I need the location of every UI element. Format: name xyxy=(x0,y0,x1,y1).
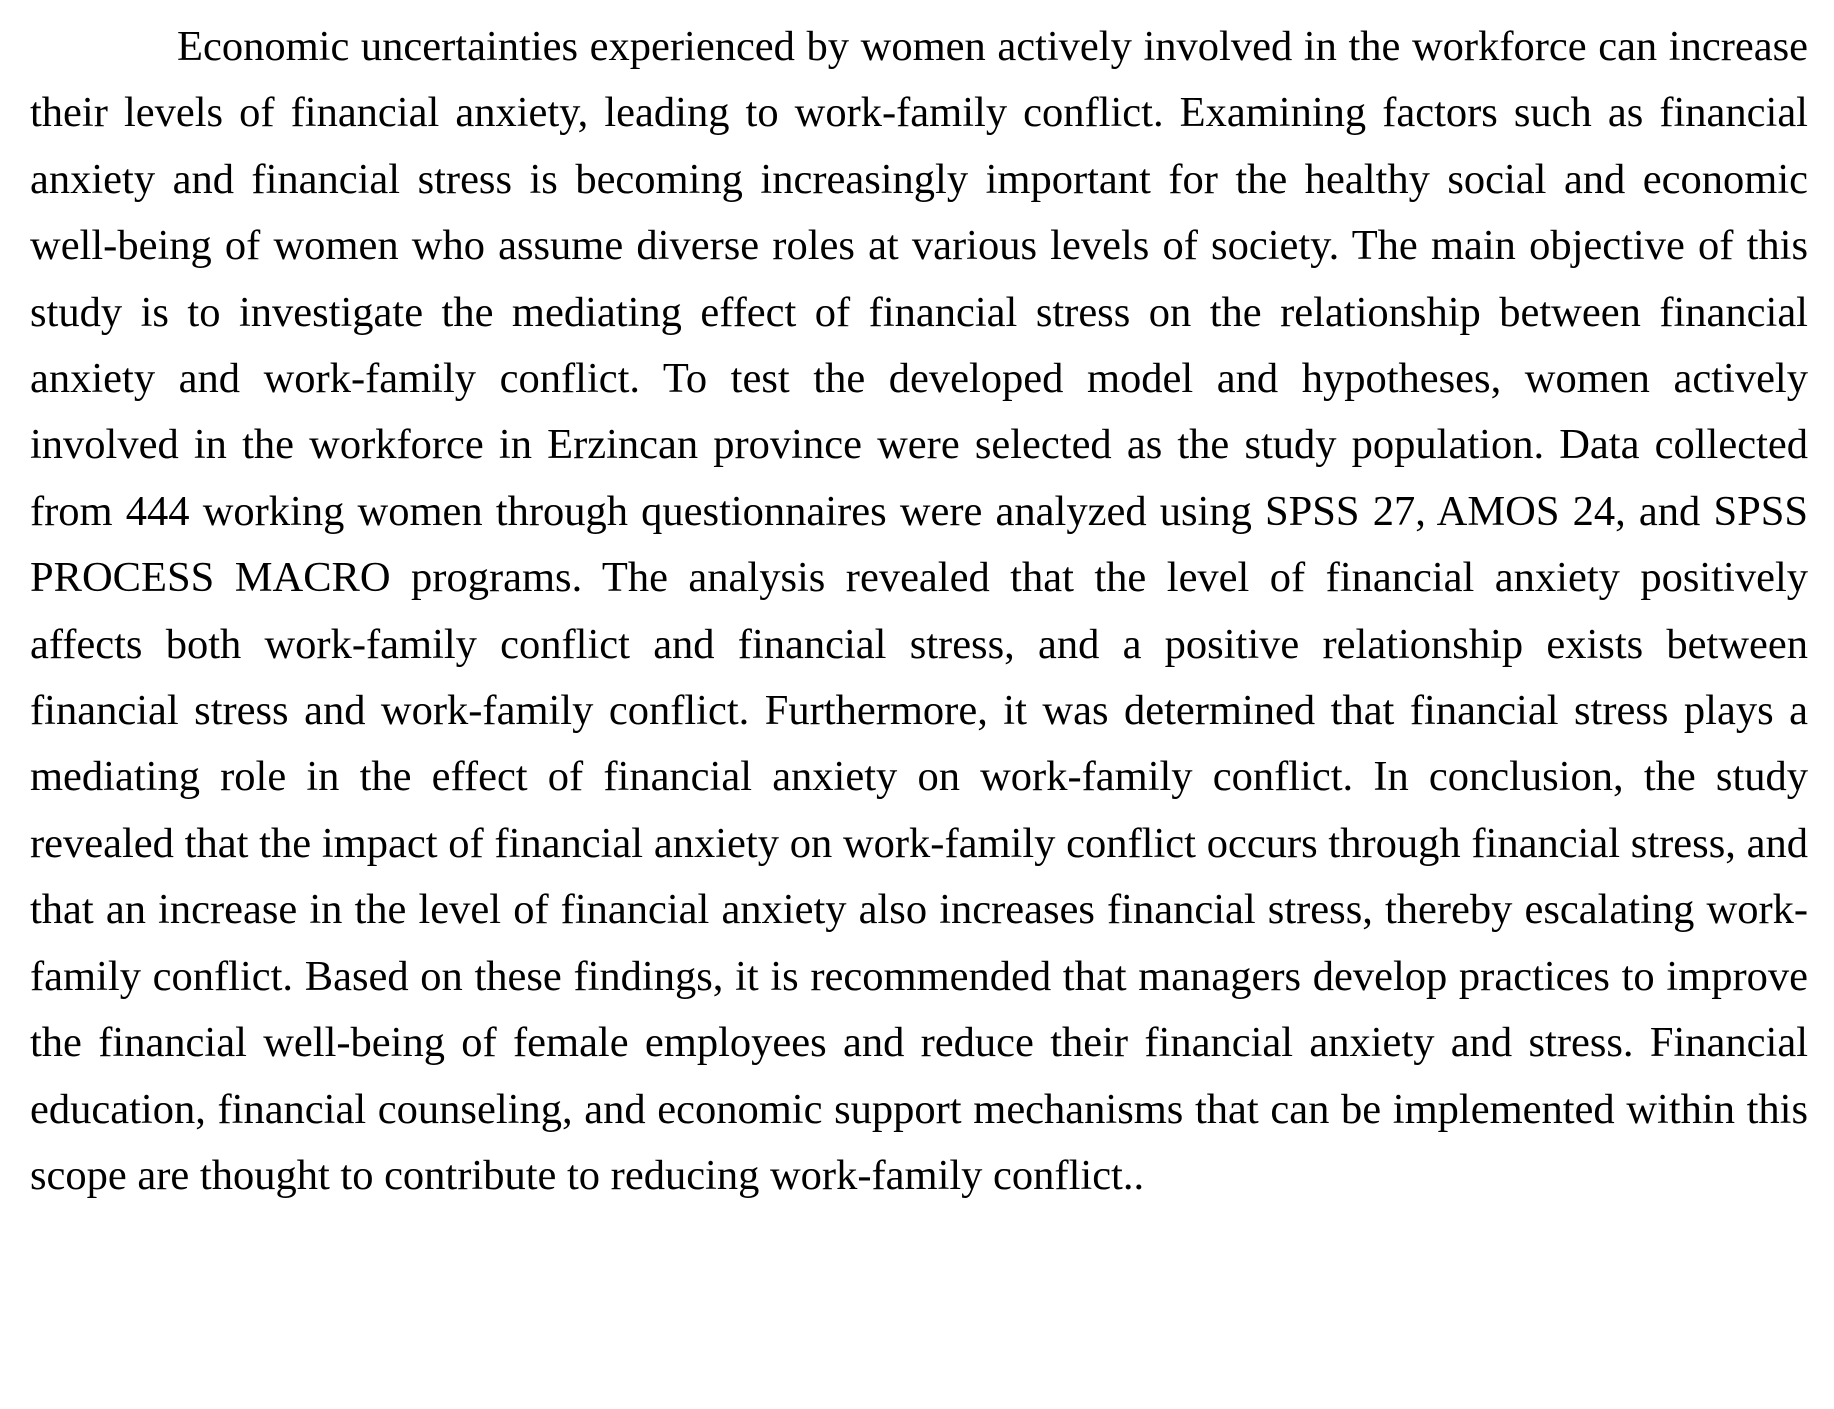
document-page xyxy=(30,14,1808,1209)
abstract-paragraph: Economic uncertainties experienced by women actively involved in the workforce can increase their levels of financial anxiety, leading to work-family conflict. Examining factors such as financial anxiety and financial stress is becoming increasingly important for the healthy social and economic well-being of women who assume diverse roles at various levels of society. The main objective of this study is to investigate the mediating effect of financial stress on the relationship between financial anxiety and work-family conflict. To test the developed model and hypotheses, women actively involved in the workforce in Erzincan province were selected as the study population. Data collected from 444 working women through questionnaires were analyzed using SPSS 27, AMOS 24, and SPSS PROCESS MACRO programs. The analysis revealed that the level of financial anxiety positively affects both work-family conflict and financial stress, and a positive relationship exists between financial stress and work-family conflict. Furthermore, it was determined that financial stress plays a mediating role in the effect of financial anxiety on work-family conflict. In conclusion, the study revealed that the impact of financial anxiety on work-family conflict occurs through financial stress, and that an increase in the level of financial anxiety also increases financial stress, thereby escalating work-family conflict. Based on these findings, it is recommended that managers develop practices to improve the financial well-being of female employees and reduce their financial anxiety and stress. Financial education, financial counseling, and economic support mechanisms that can be implemented within this scope are thought to contribute to reducing work-family conflict.. xyxy=(30,23,1808,1199)
